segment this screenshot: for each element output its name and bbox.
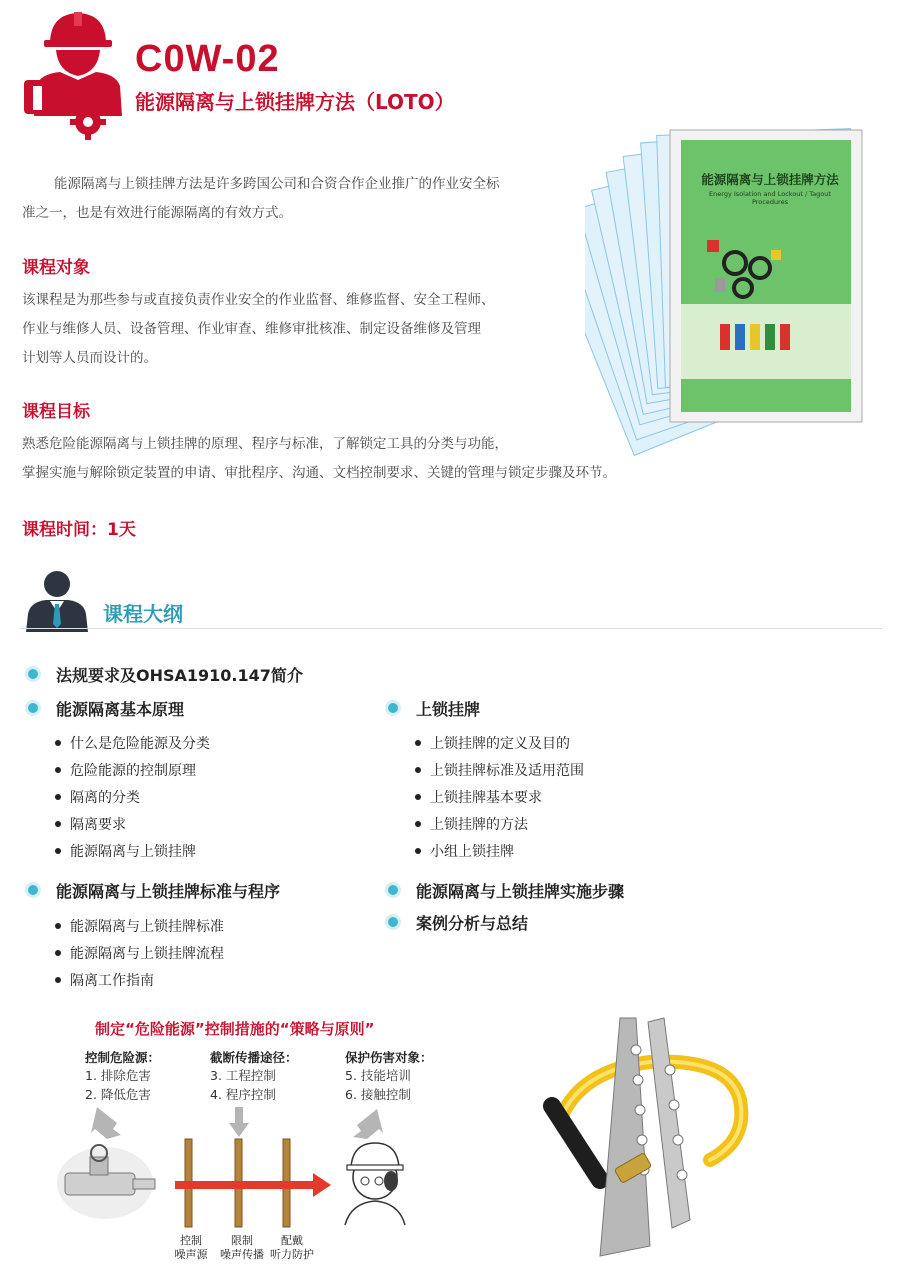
goal-paragraph <box>22 430 712 488</box>
strategy-column-target <box>345 1048 433 1104</box>
arrow-down-icon <box>353 1109 383 1139</box>
sub-item <box>55 837 210 864</box>
bullet-icon <box>415 821 421 827</box>
businessman-icon <box>22 570 92 632</box>
bullet-icon <box>415 848 421 854</box>
lockout-tool-image <box>540 1010 760 1260</box>
sub-item-label: 隔离工作指南 <box>70 972 154 989</box>
sub-list-lockout <box>415 729 584 864</box>
sub-item <box>55 939 224 966</box>
strategy-diagram <box>55 1105 415 1235</box>
sub-item <box>415 756 584 783</box>
audience-paragraph <box>22 286 582 373</box>
outline-item-label: 能源隔离与上锁挂牌实施步骤 <box>416 881 625 901</box>
bullet-icon <box>28 703 38 713</box>
bullet-icon <box>55 977 61 983</box>
audience-line: 计划等人员而设计的。 <box>22 350 157 366</box>
outline-item-basics <box>25 696 184 720</box>
bullet-icon <box>55 794 61 800</box>
bullet-icon <box>55 821 61 827</box>
label-line: 噪声源 <box>174 1248 208 1261</box>
bullet-icon <box>55 767 61 773</box>
sub-item <box>55 912 224 939</box>
label-line: 噪声传播 <box>220 1248 264 1261</box>
sub-item-label: 小组上锁挂牌 <box>430 843 514 860</box>
column-item: 1. 排除危害 <box>85 1068 151 1083</box>
bottom-label-protection <box>262 1234 322 1262</box>
sub-item-label: 上锁挂牌的定义及目的 <box>430 735 570 752</box>
outline-item-label: 案例分析与总结 <box>416 913 529 933</box>
bullet-icon <box>415 740 421 746</box>
bullet-icon <box>415 794 421 800</box>
course-title: 能源隔离与上锁挂牌方法（LOTO） <box>135 90 455 114</box>
sub-item <box>415 837 584 864</box>
bullet-icon <box>55 740 61 746</box>
bullet-icon <box>388 885 398 895</box>
book-title: 能源隔离与上锁挂牌方法 <box>701 172 839 187</box>
label-line: 配戴 <box>281 1234 303 1247</box>
sub-item-label: 上锁挂牌标准及适用范围 <box>430 762 584 779</box>
sub-item-label: 隔离的分类 <box>70 789 140 806</box>
audience-line: 作业与维修人员、设备管理、作业审查、维修审批核准、制定设备维修及管理 <box>22 321 481 337</box>
outline-item-lockout <box>385 696 480 720</box>
course-code: C0W-02 <box>135 38 280 80</box>
goal-line: 熟悉危险能源隔离与上锁挂牌的原理、程序与标准，了解锁定工具的分类与功能， <box>22 436 508 452</box>
outline-item-label: 能源隔离与上锁挂牌标准与程序 <box>56 881 281 901</box>
column-heading: 控制危险源： <box>85 1050 161 1065</box>
book-stack-image <box>585 128 885 458</box>
column-item: 3. 工程控制 <box>210 1068 276 1083</box>
bullet-icon <box>28 885 38 895</box>
course-duration: 课程时间：1天 <box>22 520 136 540</box>
goal-line: 掌握实施与解除锁定装置的申请、审批程序、沟通、文档控制要求、关键的管理与锁定步骤及环节。 <box>22 465 616 481</box>
outline-item-regulations <box>25 662 303 686</box>
outline-item-steps <box>385 878 624 902</box>
intro-paragraph <box>22 170 562 228</box>
sub-item-label: 能源隔离与上锁挂牌 <box>70 843 196 860</box>
sub-item <box>55 756 210 783</box>
sub-item-label: 危险能源的控制原理 <box>70 762 196 779</box>
sub-item <box>55 729 210 756</box>
intro-line: 准之一，也是有效进行能源隔离的有效方式。 <box>22 205 292 221</box>
sub-list-basics <box>55 729 210 864</box>
outline-item-label: 能源隔离基本原理 <box>56 699 185 719</box>
sub-list-standards <box>55 912 224 993</box>
sub-item <box>415 810 584 837</box>
goal-heading: 课程目标 <box>22 402 90 422</box>
sub-item <box>55 810 210 837</box>
strategy-title: 制定“危险能源”控制措施的“策略与原则” <box>95 1020 375 1038</box>
label-line: 限制 <box>231 1234 253 1247</box>
column-item: 6. 接触控制 <box>345 1087 411 1102</box>
sub-item-label: 能源隔离与上锁挂牌标准 <box>70 918 224 935</box>
label-line: 听力防护 <box>270 1248 314 1261</box>
bullet-icon <box>55 923 61 929</box>
sub-item <box>415 783 584 810</box>
outline-item-standards <box>25 878 280 902</box>
outline-item-cases <box>385 910 528 934</box>
outline-item-label: 法规要求及OHSA1910.147简介 <box>56 665 303 685</box>
outline-title: 课程大纲 <box>103 602 183 626</box>
column-item: 4. 程序控制 <box>210 1087 276 1102</box>
column-heading: 截断传播途径： <box>210 1050 298 1065</box>
column-item: 5. 技能培训 <box>345 1068 411 1083</box>
sub-item-label: 隔离要求 <box>70 816 126 833</box>
bullet-icon <box>28 669 38 679</box>
strategy-column-path <box>210 1048 298 1104</box>
sub-item <box>55 783 210 810</box>
bullet-icon <box>415 767 421 773</box>
arrow-down-icon <box>229 1107 249 1137</box>
label-line: 控制 <box>180 1234 202 1247</box>
bullet-icon <box>388 917 398 927</box>
sub-item <box>55 966 224 993</box>
strategy-column-source <box>85 1048 160 1104</box>
sub-item-label: 上锁挂牌的方法 <box>430 816 528 833</box>
audience-line: 该课程是为那些参与或直接负责作业安全的作业监督、维修监督、安全工程师、 <box>22 292 495 308</box>
bullet-icon <box>388 703 398 713</box>
sub-item-label: 什么是危险能源及分类 <box>70 735 210 752</box>
column-heading: 保护伤害对象： <box>345 1050 433 1065</box>
worker-icon <box>18 6 133 141</box>
column-item: 2. 降低危害 <box>85 1087 151 1102</box>
outline-divider <box>20 628 882 629</box>
bullet-icon <box>55 848 61 854</box>
bottom-label-source <box>168 1234 214 1262</box>
arrow-down-icon <box>91 1107 121 1139</box>
bullet-icon <box>55 950 61 956</box>
sub-item <box>415 729 584 756</box>
outline-item-label: 上锁挂牌 <box>416 699 481 719</box>
sub-item-label: 能源隔离与上锁挂牌流程 <box>70 945 224 962</box>
audience-heading: 课程对象 <box>22 258 90 278</box>
intro-line: 能源隔离与上锁挂牌方法是许多跨国公司和合资合作企业推广的作业安全标 <box>54 176 500 192</box>
book-subtitle: Energy Isolation and Lockout / Tagout Procedures <box>709 190 831 206</box>
sub-item-label: 上锁挂牌基本要求 <box>430 789 542 806</box>
